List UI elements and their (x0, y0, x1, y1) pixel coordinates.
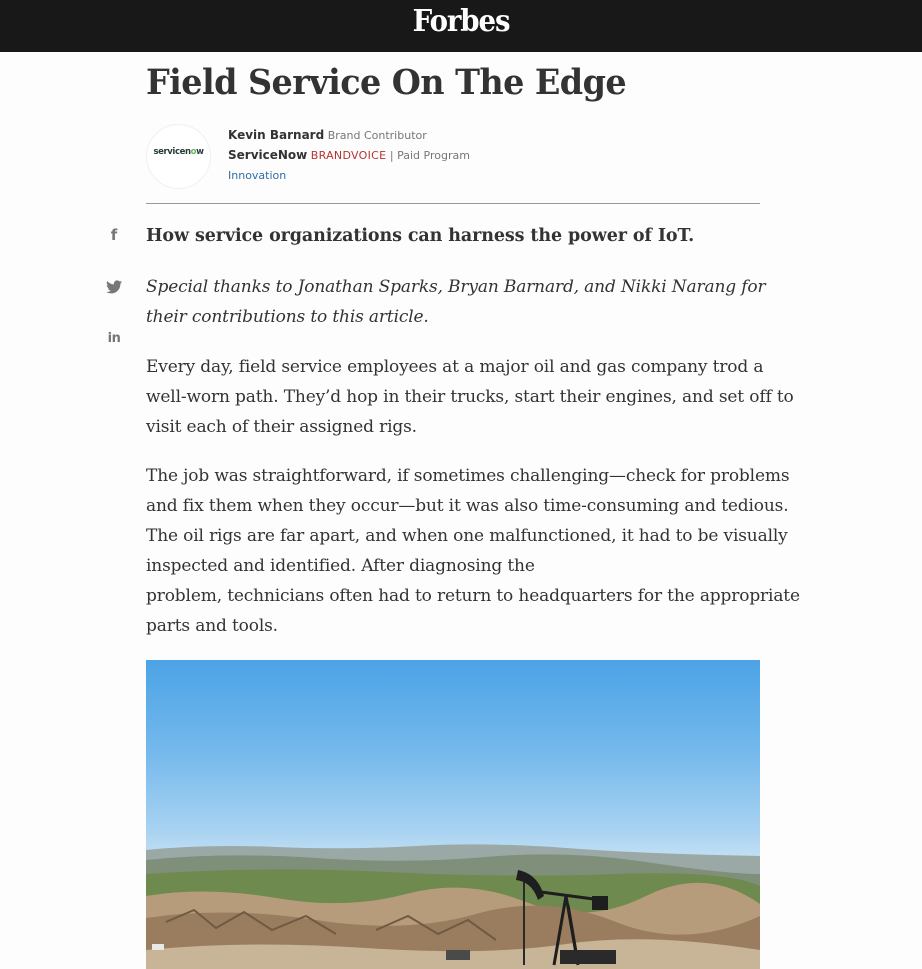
acknowledgement-paragraph (146, 272, 766, 332)
author-role: Brand Contributor (327, 129, 427, 142)
channel-line (228, 169, 286, 182)
brand-line (228, 148, 470, 162)
article-title: Field Service On The Edge (146, 62, 627, 103)
text-line: The job was straightforward, if sometimes challenging—check for problems (146, 466, 790, 486)
text-line: Every day, field service employees at a major oil and gas company trod a (146, 357, 764, 377)
brand-name[interactable]: ServiceNow (228, 148, 308, 162)
text-line: and fix them when they occur—but it was also time-consuming and tedious. (146, 496, 789, 516)
article-dek: How service organizations can harness the power of IoT. (146, 226, 695, 246)
oil-pumpjack-landscape-illustration (146, 660, 760, 969)
brandvoice-label[interactable]: BRANDVOICE (310, 149, 387, 162)
author-line (228, 128, 427, 142)
servicenow-logo: servicenow (153, 147, 204, 157)
paid-program-label: | Paid Program (389, 149, 470, 162)
text-line: The oil rigs are far apart, and when one malfunctioned, it had to be visually (146, 526, 788, 546)
brand-avatar[interactable] (146, 124, 211, 189)
linkedin-icon[interactable]: in (107, 331, 121, 346)
channel-link[interactable]: Innovation (228, 169, 287, 182)
text-line: visit each of their assigned rigs. (146, 417, 417, 437)
body-paragraph-2 (146, 461, 800, 641)
text-line: well-worn path. They’d hop in their trucks, start their engines, and set off to (146, 387, 794, 407)
twitter-icon[interactable] (104, 278, 124, 298)
text-line: Special thanks to Jonathan Sparks, Bryan Barnard, and Nikki Narang for (146, 277, 766, 297)
text-line: problem, technicians often had to return to headquarters for the appropriate (146, 586, 800, 606)
body-paragraph-1 (146, 352, 794, 442)
text-line: their contributions to this article. (146, 307, 429, 327)
article-hero-image (146, 660, 760, 969)
text-line: inspected and identified. After diagnosing the (146, 556, 535, 576)
text-line: parts and tools. (146, 616, 278, 636)
site-header (0, 0, 922, 52)
byline-divider (146, 203, 760, 204)
author-name[interactable]: Kevin Barnard (228, 128, 325, 142)
facebook-icon[interactable]: f (110, 226, 118, 244)
forbes-logo[interactable]: Forbes (412, 4, 510, 39)
